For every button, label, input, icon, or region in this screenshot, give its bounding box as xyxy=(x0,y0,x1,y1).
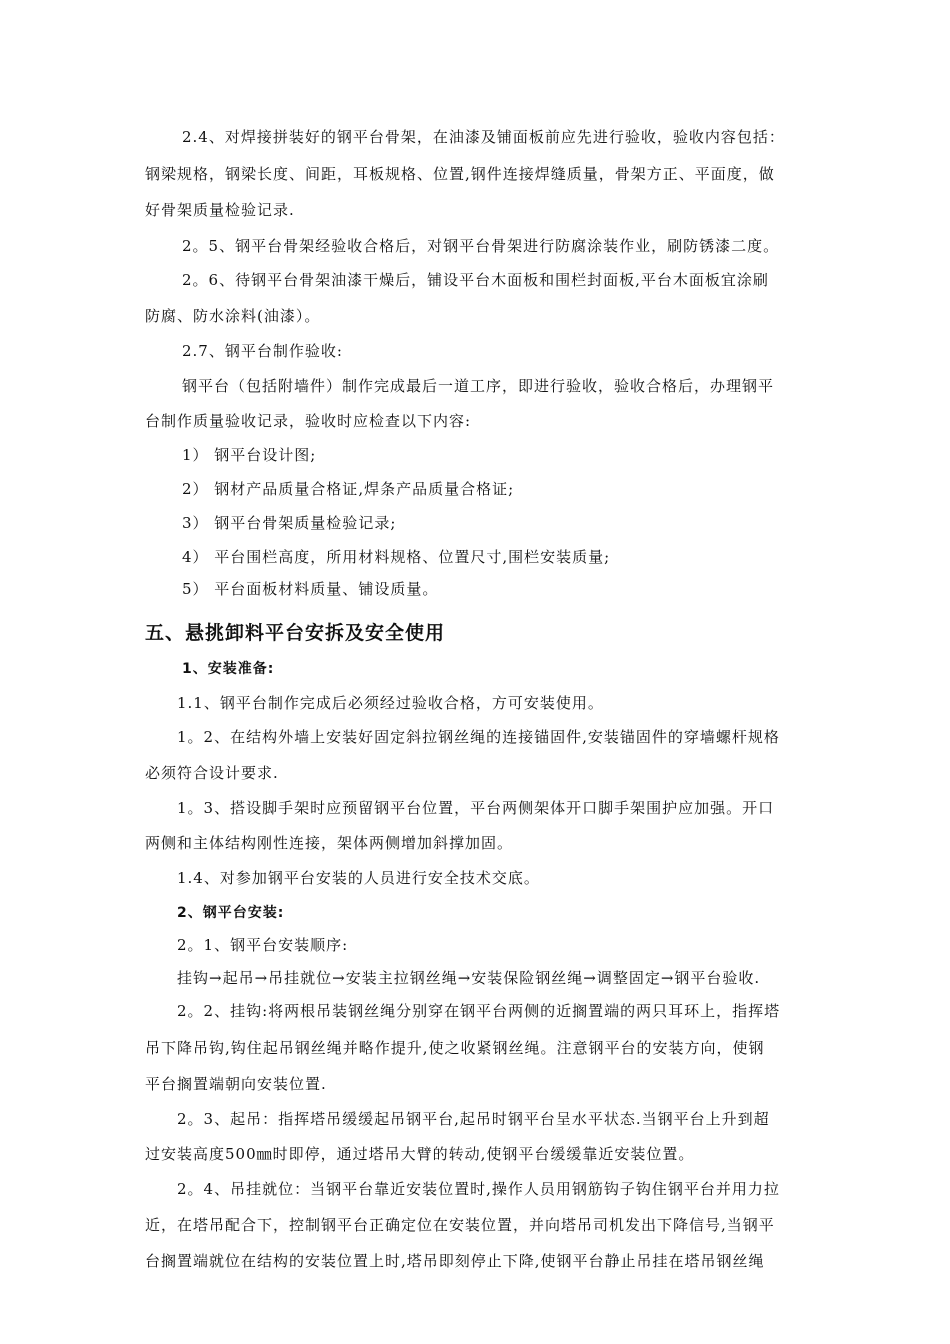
list-item: 2） 钢材产品质量合格证,焊条产品质量合格证; xyxy=(182,480,515,498)
text-line: 2。5、钢平台骨架经验收合格后，对钢平台骨架进行防腐涂装作业，刷防锈漆二度。 xyxy=(182,237,780,255)
text-line: 台制作质量验收记录，验收时应检查以下内容: xyxy=(145,412,472,430)
section-heading: 五、悬挑卸料平台安拆及安全使用 xyxy=(145,622,446,644)
text-line: 近，在塔吊配合下，控制钢平台正确定位在安装位置，并向塔吊司机发出下降信号,当钢平 xyxy=(145,1216,775,1234)
text-line: 2。6、待钢平台骨架油漆干燥后，铺设平台木面板和围栏封面板,平台木面板宜涂刷 xyxy=(182,271,769,289)
text-line: 1。2、在结构外墙上安装好固定斜拉钢丝绳的连接锚固件,安装锚固件的穿墙螺杆规格 xyxy=(177,728,780,746)
text-line: 2.4、对焊接拼装好的钢平台骨架，在油漆及铺面板前应先进行验收，验收内容包括： xyxy=(182,128,785,146)
text-line: 平台搁置端朝向安装位置. xyxy=(145,1075,327,1093)
list-item: 4） 平台围栏高度，所用材料规格、位置尺寸,围栏安装质量; xyxy=(182,548,611,566)
text-line: 2。2、挂钩:将两根吊装钢丝绳分别穿在钢平台两侧的近搁置端的两只耳环上，指挥塔 xyxy=(177,1002,781,1020)
list-item: 3） 钢平台骨架质量检验记录; xyxy=(182,514,397,532)
subheading: 2、钢平台安装: xyxy=(177,905,285,921)
text-line: 2。3、起吊：指挥塔吊缓缓起吊钢平台,起吊时钢平台呈水平状态.当钢平台上升到超 xyxy=(177,1110,770,1128)
text-line: 钢梁规格，钢梁长度、间距，耳板规格、位置,钢件连接焊缝质量，骨架方正、平面度，做 xyxy=(145,165,775,183)
text-line: 2。1、钢平台安装顺序: xyxy=(177,936,349,954)
text-line: 必须符合设计要求. xyxy=(145,764,279,782)
text-line: 过安装高度500㎜时即停，通过塔吊大臂的转动,使钢平台缓缓靠近安装位置。 xyxy=(145,1145,695,1163)
text-line: 钢平台（包括附墙件）制作完成最后一道工序，即进行验收，验收合格后，办理钢平 xyxy=(182,377,775,395)
text-line: 2。4、吊挂就位：当钢平台靠近安装位置时,操作人员用钢筋钩子钩住钢平台并用力拉 xyxy=(177,1180,780,1198)
subheading: 1、安装准备: xyxy=(182,661,275,677)
text-line: 1.1、钢平台制作完成后必须经过验收合格，方可安装使用。 xyxy=(177,694,604,712)
list-item: 5） 平台面板材料质量、铺设质量。 xyxy=(182,580,439,598)
text-line: 防腐、防水涂料(油漆）。 xyxy=(145,307,321,325)
text-line: 1。3、搭设脚手架时应预留钢平台位置，平台两侧架体开口脚手架围护应加强。开口 xyxy=(177,799,775,817)
text-line: 好骨架质量检验记录. xyxy=(145,201,295,219)
text-line: 1.4、对参加钢平台安装的人员进行安全技术交底。 xyxy=(177,869,540,887)
list-item: 1） 钢平台设计图; xyxy=(182,446,317,464)
text-line: 两侧和主体结构刚性连接，架体两侧增加斜撑加固。 xyxy=(145,834,514,852)
text-line: 2.7、钢平台制作验收: xyxy=(182,342,343,360)
text-line: 吊下降吊钩,钩住起吊钢丝绳并略作提升,使之收紧钢丝绳。注意钢平台的安装方向，使钢 xyxy=(145,1039,765,1057)
text-line: 挂钩→起吊→吊挂就位→安装主拉钢丝绳→安装保险钢丝绳→调整固定→钢平台验收. xyxy=(177,969,761,987)
text-line: 台搁置端就位在结构的安装位置上时,塔吊即刻停止下降,使钢平台静止吊挂在塔吊钢丝绳 xyxy=(145,1252,765,1270)
